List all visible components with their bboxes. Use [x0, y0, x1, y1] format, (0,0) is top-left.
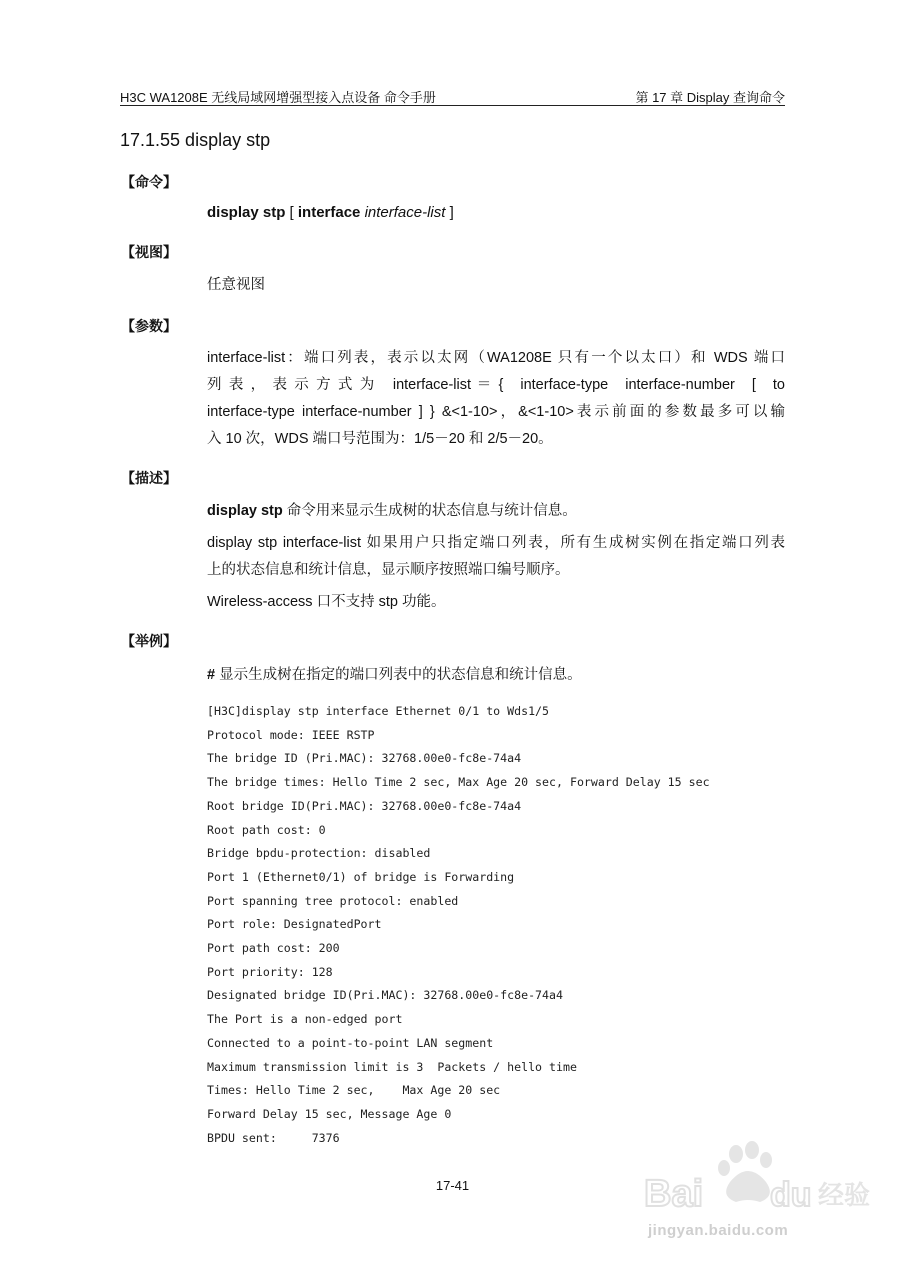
params-line: interface-list：端口列表，表示以太网（WA1208E 只有一个以太口）和 WDS 端口: [207, 350, 785, 366]
command-bracket-close: ]: [445, 204, 454, 221]
params-paragraph: [207, 345, 785, 453]
command-bracket-open: [: [285, 204, 298, 221]
svg-text:Bai: Bai: [644, 1173, 704, 1215]
code-line: Protocol mode: IEEE RSTP: [207, 727, 375, 742]
code-line: Port role: DesignatedPort: [207, 917, 382, 932]
label-example: 【举例】: [121, 633, 177, 649]
command-syntax: [207, 204, 454, 221]
code-line: Port path cost: 200: [207, 941, 340, 956]
code-line: Connected to a point-to-point LAN segment: [207, 1035, 494, 1050]
code-line: [H3C]display stp interface Ethernet 0/1 to Wds1/5: [207, 704, 550, 718]
label-command: 【命令】: [121, 174, 177, 190]
code-line: Times: Hello Time 2 sec, Max Age 20 sec: [207, 1083, 501, 1098]
example-code-block: [207, 700, 710, 1150]
command-argument: interface-list: [360, 204, 446, 221]
code-line: The bridge times: Hello Time 2 sec, Max Age 20 sec, Forward Delay 15 sec: [207, 775, 710, 790]
label-params: 【参数】: [121, 318, 177, 334]
code-line: Bridge bpdu-protection: disabled: [207, 846, 431, 861]
header-chapter-title: 第 17 章 Display 查询命令: [635, 90, 785, 105]
code-line: Root path cost: 0: [207, 822, 326, 837]
section-title: 17.1.55 display stp: [120, 130, 271, 150]
desc-text: 命令用来显示生成树的状态信息与统计信息。: [282, 503, 577, 519]
command-keyword: display stp: [207, 204, 286, 221]
desc-paragraph-1: [207, 498, 785, 525]
example-hash: #: [207, 667, 216, 683]
desc-command-name: display stp: [207, 503, 283, 519]
code-line: Port spanning tree protocol: enabled: [207, 893, 459, 908]
code-line: Forward Delay 15 sec, Message Age 0: [207, 1106, 452, 1121]
header-manual-title: H3C WA1208E 无线局域网增强型接入点设备 命令手册: [120, 90, 436, 105]
example-heading: [207, 662, 785, 689]
params-line: 入 10 次，WDS 端口号范围为：1/5－20 和 2/5－20。: [207, 431, 553, 447]
desc-paragraph-3: Wireless-access 口不支持 stp 功能。: [207, 594, 446, 610]
desc-line: 上的状态信息和统计信息，显示顺序按照端口编号顺序。: [207, 562, 570, 578]
desc-paragraph-2: [207, 530, 785, 584]
params-line: 列 表 ， 表 示 方 式 为 interface-list ＝ { interface-type interface-number [ to: [207, 377, 785, 393]
code-line: Root bridge ID(Pri.MAC): 32768.00e0-fc8e-74a4: [207, 798, 522, 813]
example-heading-text: 显示生成树在指定的端口列表中的状态信息和统计信息。: [215, 667, 582, 683]
code-line: Port priority: 128: [207, 964, 333, 979]
label-desc: 【描述】: [121, 470, 177, 486]
watermark-url: jingyan.baidu.com: [648, 1222, 789, 1239]
view-text: 任意视图: [207, 277, 265, 293]
code-line: The bridge ID (Pri.MAC): 32768.00e0-fc8e-74a4: [207, 751, 522, 766]
desc-line: display stp interface-list 如果用户只指定端口列表，所有生成树实例在指定端口列表: [207, 535, 785, 551]
svg-text:经验: 经验: [818, 1181, 870, 1211]
command-interface-keyword: interface: [297, 204, 361, 221]
page-number: 17-41: [435, 1178, 470, 1193]
page-header: [120, 87, 785, 106]
code-line: The Port is a non-edged port: [207, 1012, 403, 1027]
label-view: 【视图】: [121, 244, 177, 260]
code-line: Maximum transmission limit is 3 Packets / hello time: [207, 1059, 577, 1074]
svg-text:du: du: [770, 1176, 812, 1214]
code-line: BPDU sent: 7376: [207, 1130, 340, 1145]
code-line: Port 1 (Ethernet0/1) of bridge is Forwarding: [207, 869, 515, 884]
code-line: Designated bridge ID(Pri.MAC): 32768.00e0-fc8e-74a4: [207, 988, 563, 1003]
params-line: interface-type interface-number ] } &<1-10>，&<1-10>表示前面的参数最多可以输: [207, 404, 785, 420]
